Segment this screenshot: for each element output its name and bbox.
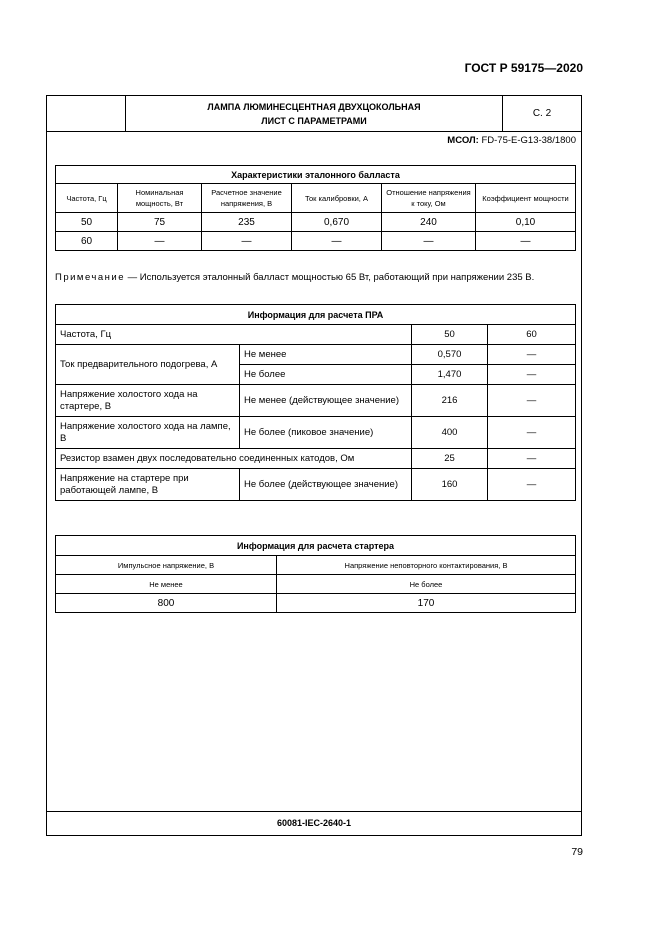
table-header-row bbox=[56, 184, 576, 213]
column-header: Напряжение неповторного контактирования, В bbox=[277, 556, 576, 575]
table-cell: 170 bbox=[277, 594, 576, 613]
table-row bbox=[56, 417, 576, 449]
column-header: Ток калибровки, А bbox=[292, 184, 382, 213]
column-header: Частота, Гц bbox=[56, 184, 118, 213]
sheet-number: С. 2 bbox=[532, 108, 552, 119]
frequency-50: 50 bbox=[412, 325, 488, 345]
msol-label: МСОЛ: bbox=[447, 135, 479, 146]
table-row bbox=[56, 213, 576, 232]
table-cell: 235 bbox=[202, 213, 292, 232]
table-cell: — bbox=[292, 232, 382, 251]
table-cell: — bbox=[382, 232, 476, 251]
starter-calculation-table bbox=[55, 535, 576, 613]
table-row bbox=[56, 385, 576, 417]
table-cell: 0,670 bbox=[292, 213, 382, 232]
ocv-lamp-60: — bbox=[488, 417, 576, 449]
preheat-min-label: Не менее bbox=[240, 345, 412, 365]
preheat-max-label: Не более bbox=[240, 365, 412, 385]
starter-op-label: Напряжение на стартере при работающей лампе, В bbox=[56, 469, 240, 501]
table-row bbox=[56, 469, 576, 501]
table-row bbox=[56, 575, 576, 594]
ocv-starter-60: — bbox=[488, 385, 576, 417]
starter-op-50: 160 bbox=[412, 469, 488, 501]
table-cell: 60 bbox=[56, 232, 118, 251]
sheet-code: 60081-IEC-2640-1 bbox=[276, 818, 352, 828]
starter-op-condition: Не более (действующее значение) bbox=[240, 469, 412, 501]
ballast-calculation-table bbox=[55, 304, 576, 501]
resistor-label: Резистор взамен двух последовательно соединенных катодов, Ом bbox=[56, 449, 412, 469]
table-cell: Не более bbox=[277, 575, 576, 594]
ocv-starter-condition: Не менее (действующее значение) bbox=[240, 385, 412, 417]
pra-caption: Информация для расчета ПРА bbox=[56, 305, 576, 325]
table-cell: Не менее bbox=[56, 575, 277, 594]
column-header: Расчетное значение напряжения, В bbox=[202, 184, 292, 213]
table-cell: — bbox=[202, 232, 292, 251]
table-cell: — bbox=[476, 232, 576, 251]
starter-op-60: — bbox=[488, 469, 576, 501]
preheat-max-50: 1,470 bbox=[412, 365, 488, 385]
preheat-max-60: — bbox=[488, 365, 576, 385]
note-text: — Используется эталонный балласт мощностью 65 Вт, работающий при напряжении 235 В. bbox=[125, 272, 535, 283]
ballast-caption: Характеристики эталонного балласта bbox=[56, 166, 576, 184]
table-row bbox=[56, 325, 576, 345]
resistor-50: 25 bbox=[412, 449, 488, 469]
table-cell: 0,10 bbox=[476, 213, 576, 232]
column-header: Номинальная мощность, Вт bbox=[118, 184, 202, 213]
footer-divider bbox=[47, 811, 581, 812]
parameter-sheet-frame bbox=[46, 95, 582, 836]
title-line-1: ЛАМПА ЛЮМИНЕСЦЕНТНАЯ ДВУХЦОКОЛЬНАЯ bbox=[207, 101, 421, 112]
table-cell: 75 bbox=[118, 213, 202, 232]
ocv-lamp-condition: Не более (пиковое значение) bbox=[240, 417, 412, 449]
frequency-60: 60 bbox=[488, 325, 576, 345]
preheat-min-50: 0,570 bbox=[412, 345, 488, 365]
ballast-note bbox=[55, 272, 534, 283]
sheet-title bbox=[126, 96, 503, 131]
table-cell: 240 bbox=[382, 213, 476, 232]
msol-value: FD-75-E-G13-38/1800 bbox=[481, 135, 576, 146]
ocv-starter-label: Напряжение холостого хода на стартере, В bbox=[56, 385, 240, 417]
page-number: 79 bbox=[571, 846, 583, 858]
column-header: Импульсное напряжение, В bbox=[56, 556, 277, 575]
preheat-min-60: — bbox=[488, 345, 576, 365]
table-cell: 50 bbox=[56, 213, 118, 232]
table-row bbox=[56, 345, 576, 365]
starter-caption: Информация для расчета стартера bbox=[56, 536, 576, 556]
msol-code bbox=[447, 135, 576, 146]
ocv-lamp-label: Напряжение холостого хода на лампе, В bbox=[56, 417, 240, 449]
table-row bbox=[56, 449, 576, 469]
ocv-lamp-50: 400 bbox=[412, 417, 488, 449]
header-left-cell bbox=[47, 96, 126, 131]
table-row bbox=[56, 594, 576, 613]
ocv-starter-50: 216 bbox=[412, 385, 488, 417]
preheat-current-label: Ток предварительного подогрева, А bbox=[56, 345, 240, 385]
table-cell: 800 bbox=[56, 594, 277, 613]
table-cell: — bbox=[118, 232, 202, 251]
note-label: Примечание bbox=[55, 272, 125, 283]
standard-code: ГОСТ Р 59175—2020 bbox=[464, 61, 583, 75]
title-line-2: ЛИСТ С ПАРАМЕТРАМИ bbox=[261, 115, 367, 126]
sheet-header bbox=[47, 96, 581, 132]
reference-ballast-table bbox=[55, 165, 576, 251]
column-header: Коэффициент мощности bbox=[476, 184, 576, 213]
resistor-60: — bbox=[488, 449, 576, 469]
table-row bbox=[56, 232, 576, 251]
column-header: Отношение напряжения к току, Ом bbox=[382, 184, 476, 213]
frequency-label: Частота, Гц bbox=[56, 325, 412, 345]
table-header-row bbox=[56, 556, 576, 575]
